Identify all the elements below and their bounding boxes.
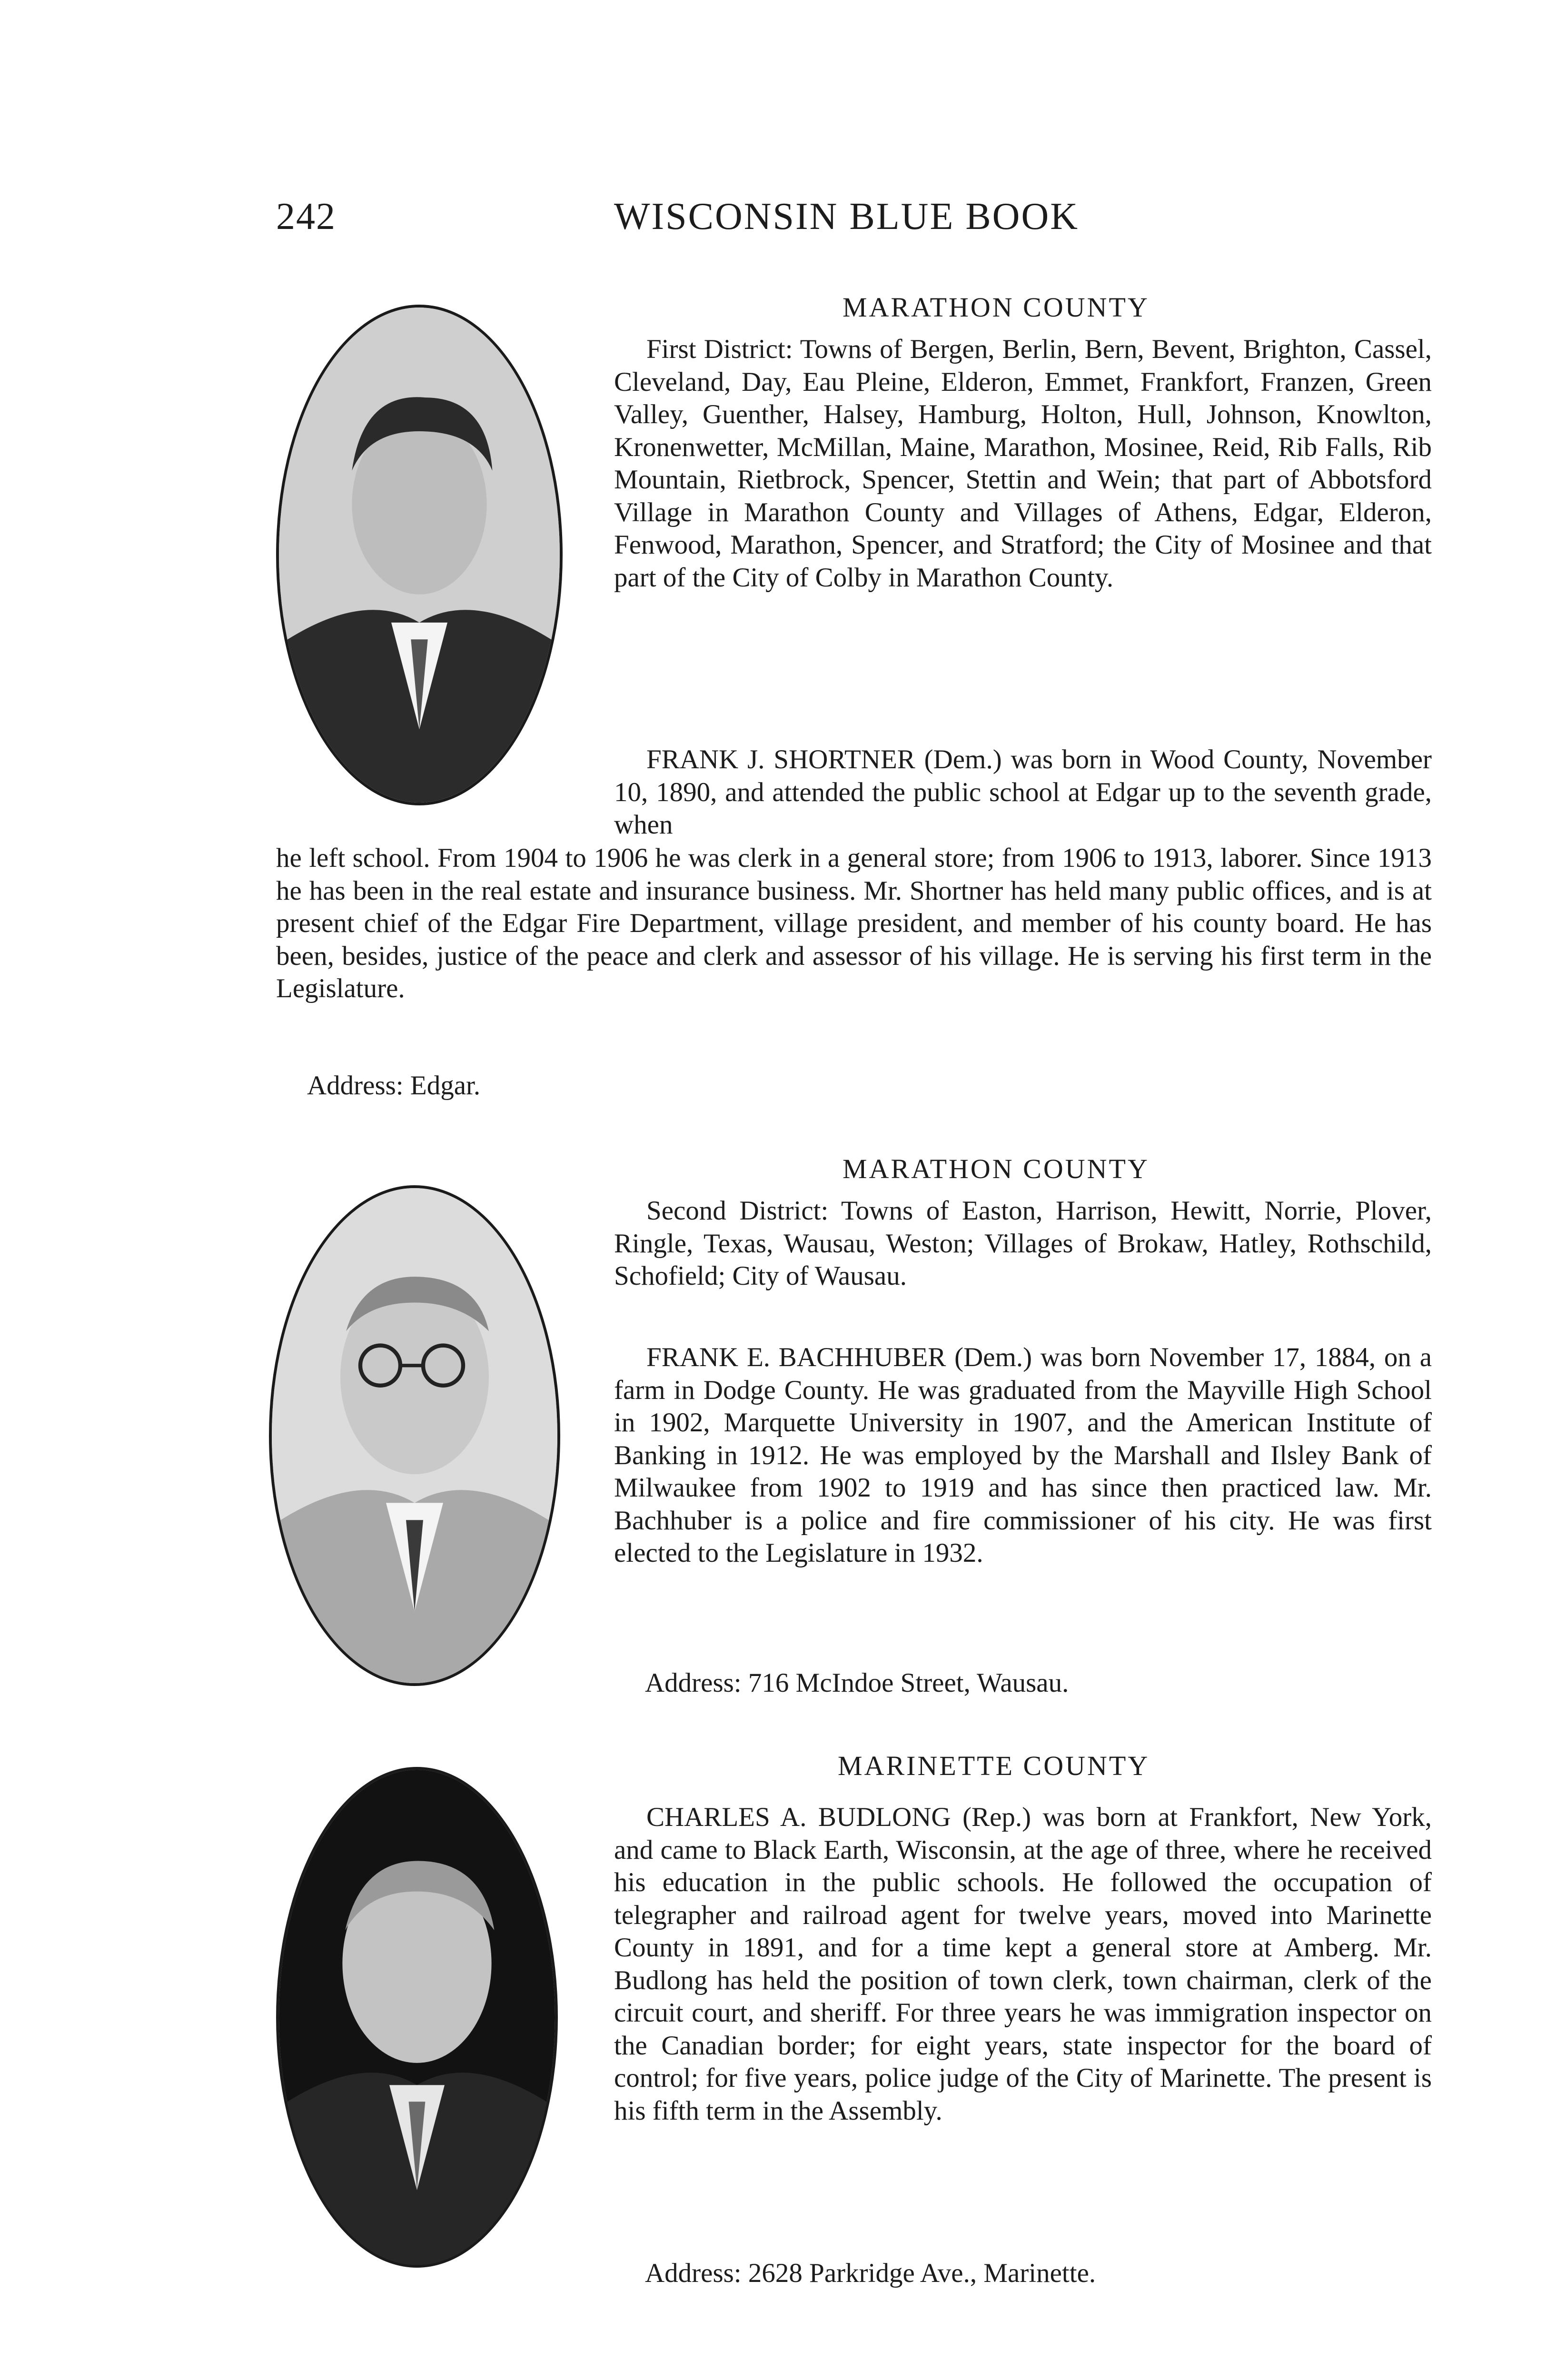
member-biography: FRANK E. BACHHUBER (Dem.) was born November 17, 1884, on a farm in Dodge County. He was graduated from the Mayville High School in 1902, Marquette University in 1907, and the American Institute of Banking in 1912. He was employed by the Marshall and Ilsley Bank of Milwaukee from 1902 to 1919 and has since then practiced law. Mr. Bachhuber is a police and fire commissioner of his city. He was first elected to the Legislature in 1932. [614,1342,1432,1568]
member-address: Address: 716 McIndoe Street, Wausau. [645,1668,1069,1698]
county-heading: MARATHON COUNTY [842,292,1150,323]
portrait-photo [269,1185,560,1686]
portrait-photo [276,1767,558,2268]
district-description: First District: Towns of Bergen, Berlin, Bern, Bevent, Brighton, Cassel, Cleveland, Day, Eau Pleine, Elderon, Emmet, Frankfort, Franzen, Green Valley, Guenther, Halsey, Hamburg, Holton, Hull, Johnson, Knowlton, Kronenwetter, McMillan, Maine, Marathon, Mosinee, Reid, Rib Falls, Rib Mountain, Rietbrock, Spencer, Stettin and Wein; that part of Abbotsford Village in Marathon County and Villages of Athens, Edgar, Elderon, Fenwood, Marathon, Spencer, and Stratford; the City of Mosinee and that part of the City of Colby in Marathon County. [614,334,1432,593]
member-biography-continued: he left school. From 1904 to 1906 he was clerk in a general store; from 1906 to 1913, laborer. Since 1913 he has been in the real estate and insurance business. Mr. Shortner has held many public offices, and is at present chief of the Edgar Fire Department, village president, and member of his county board. He has been, besides, justice of the peace and clerk and assessor of his village. He is serving his first term in the Legislature. [276,843,1432,1003]
portrait-photo [276,305,563,805]
member-address: Address: Edgar. [307,1071,481,1101]
member-biography: CHARLES A. BUDLONG (Rep.) was born at Frankfort, New York, and came to Black Earth, Wisconsin, at the age of three, where he received his education in the public schools. He followed the occupation of telegrapher and railroad agent for twelve years, moved into Marinette County in 1891, and for a time kept a general store at Amberg. Mr. Budlong has held the position of town clerk, town chairman, clerk of the circuit court, and sheriff. For three years he was immigration inspector on the Canadian border; for eight years, state inspector for the board of control; for five years, police judge of the City of Marinette. The present is his fifth term in the Assembly. [614,1802,1432,2126]
county-heading: MARATHON COUNTY [842,1153,1150,1184]
running-title: WISCONSIN BLUE BOOK [614,196,1079,238]
page-number: 242 [276,196,336,238]
district-description: Second District: Towns of Easton, Harrison, Hewitt, Norrie, Plover, Ringle, Texas, Wausau, Weston; Villages of Brokaw, Hatley, Rothschild, Schofield; City of Wausau. [614,1196,1432,1291]
member-biography: FRANK J. SHORTNER (Dem.) was born in Wood County, November 10, 1890, and attended the public school at Edgar up to the seventh grade, when [614,744,1432,840]
member-address: Address: 2628 Parkridge Ave., Marinette. [645,2258,1096,2288]
county-heading: MARINETTE COUNTY [838,1750,1150,1781]
